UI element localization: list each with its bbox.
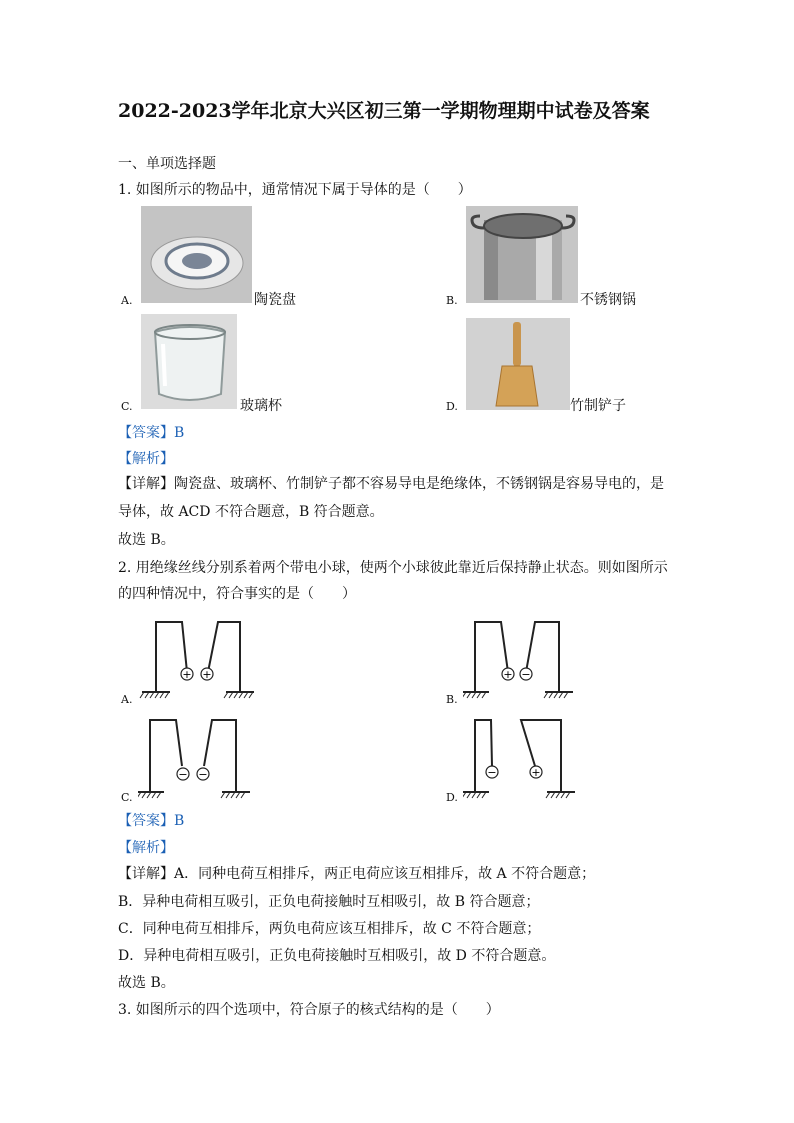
q2-option-b-letter: B.: [446, 693, 458, 706]
bamboo-spatula-image: [466, 318, 570, 410]
q2-option-c-letter: C.: [121, 791, 133, 804]
charge-sign-right: +: [202, 668, 212, 681]
charge-sign-left: −: [487, 766, 497, 779]
q2-option-a-letter: A.: [121, 693, 133, 706]
q1-option-b-letter: B.: [446, 294, 458, 307]
q1-detail-line2: 导体，故 ACD 不符合题意，B 符合题意。: [118, 504, 384, 520]
q2-detail-c: C．同种电荷互相排斥，两负电荷应该互相排斥，故 C 不符合题意；: [118, 921, 541, 937]
q1-answer: 【答案】B: [118, 425, 185, 441]
page-title: 2022-2023学年北京大兴区初三第一学期物理期中试卷及答案: [118, 100, 650, 122]
q1-option-c-letter: C.: [121, 400, 133, 413]
charge-sign-left: −: [178, 768, 188, 781]
q1-conclusion: 故选 B。: [118, 532, 175, 548]
charge-sign-left: +: [503, 668, 513, 681]
q3-stem: 3. 如图所示的四个选项中，符合原子的核式结构的是（ ）: [118, 1002, 500, 1018]
q1-detail-line1: 【详解】陶瓷盘、玻璃杯、竹制铲子都不容易导电是绝缘体，不锈钢锅是容易导电的，是: [118, 476, 664, 492]
steel-pot-image: [466, 206, 578, 303]
q2-analysis-heading: 【解析】: [118, 840, 174, 856]
glass-cup-image: [141, 314, 237, 409]
diagram-b: [463, 614, 593, 704]
q2-answer: 【答案】B: [118, 813, 185, 829]
q1-option-d-letter: D.: [446, 400, 458, 413]
q2-detail-d: D．异种电荷相互吸引，正负电荷接触时互相吸引，故 D 不符合题意。: [118, 948, 556, 964]
diagram-a: [138, 614, 268, 704]
q2-conclusion: 故选 B。: [118, 975, 175, 991]
section-heading: 一、单项选择题: [118, 156, 216, 172]
charge-sign-right: −: [198, 768, 208, 781]
diagram-c: [138, 712, 268, 802]
q2-stem-line1: 2. 用绝缘丝线分别系着两个带电小球，使两个小球彼此靠近后保持静止状态。则如图所示: [118, 560, 668, 576]
q1-analysis-heading: 【解析】: [118, 451, 174, 467]
charge-sign-right: +: [531, 766, 541, 779]
q1-option-d-label: 竹制铲子: [570, 398, 626, 414]
charge-sign-left: +: [182, 668, 192, 681]
q1-option-c-label: 玻璃杯: [240, 398, 282, 414]
q1-option-a-letter: A.: [121, 294, 133, 307]
q1-option-a-label: 陶瓷盘: [254, 292, 296, 308]
q1-option-b-label: 不锈钢锅: [580, 292, 636, 308]
q1-stem: 1. 如图所示的物品中，通常情况下属于导体的是（ ）: [118, 182, 472, 198]
q2-detail-a: 【详解】A．同种电荷互相排斥，两正电荷应该互相排斥，故 A 不符合题意；: [118, 866, 596, 882]
q2-option-d-letter: D.: [446, 791, 458, 804]
q2-stem-line2: 的四种情况中，符合事实的是（ ）: [118, 586, 356, 602]
ceramic-plate-image: [141, 206, 252, 303]
charge-sign-right: −: [521, 668, 531, 681]
q2-detail-b: B．异种电荷相互吸引，正负电荷接触时互相吸引，故 B 符合题意；: [118, 894, 540, 910]
diagram-d: [463, 712, 593, 802]
